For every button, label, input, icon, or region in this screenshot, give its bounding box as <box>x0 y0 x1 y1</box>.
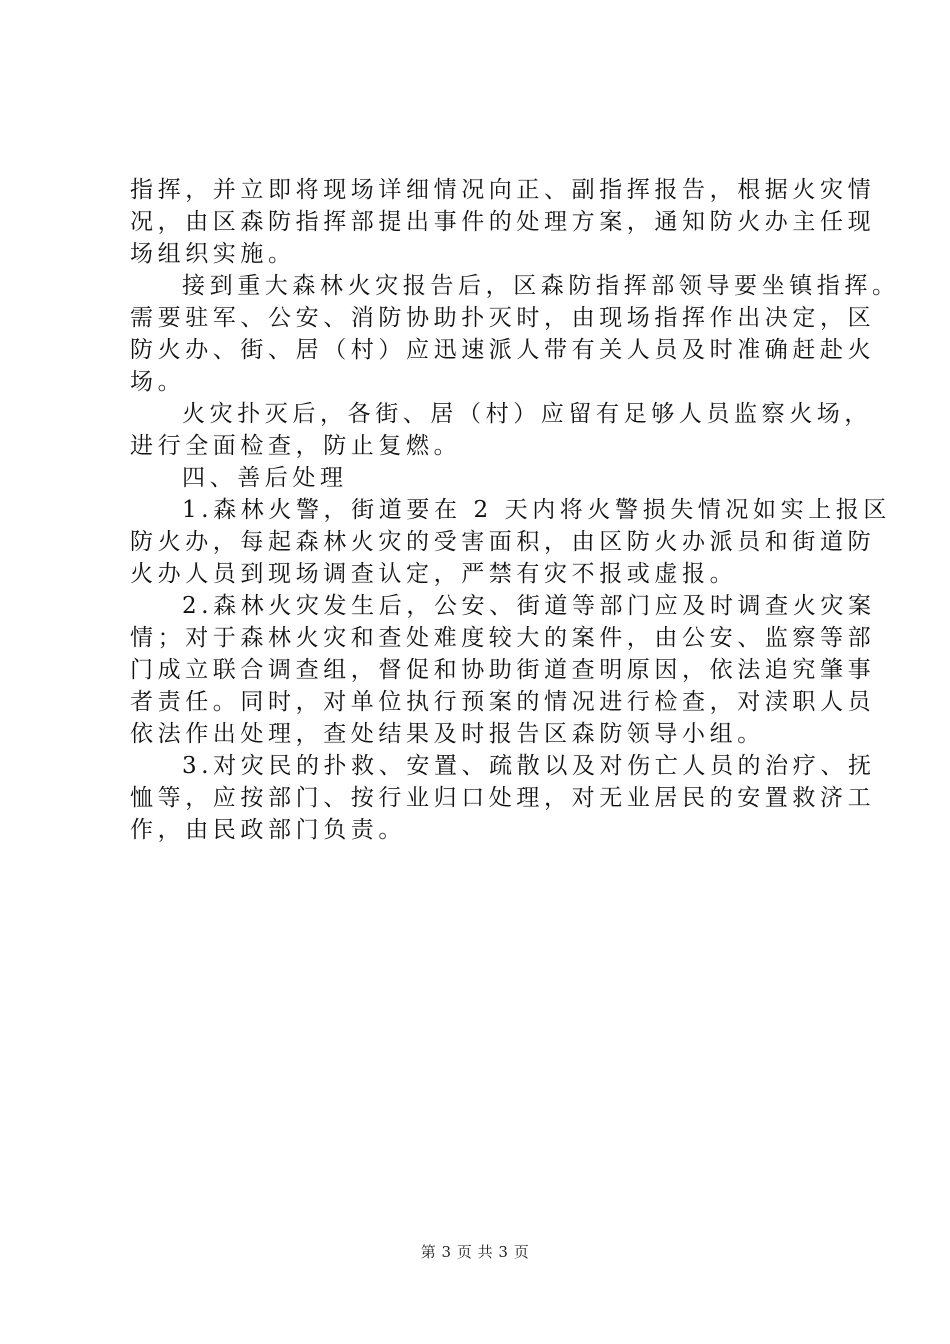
text-line: 依法作出处理，查处结果及时报告区森防领导小组。 <box>130 721 765 747</box>
text-line: 指挥，并立即将现场详细情况向正、副指挥报告，根据火灾情 <box>130 177 876 203</box>
text-line: 门成立联合调查组，督促和协助街道查明原因，依法追究肇事 <box>130 657 876 683</box>
text-line: 1.森林火警，街道要在 2 天内将火警损失情况如实上报区 <box>182 497 891 523</box>
section-heading: 四、善后处理 <box>182 465 348 491</box>
text-line: 进行全面检查，防止复燃。 <box>130 433 462 459</box>
text-line: 火灾扑灭后，各街、居（村）应留有足够人员监察火场， <box>182 401 872 427</box>
text-line: 接到重大森林火灾报告后，区森防指挥部领导要坐镇指挥。 <box>182 273 900 299</box>
text-line: 防火办、街、居（村）应迅速派人带有关人员及时准确赶赴火 <box>130 337 876 363</box>
page-number: 第 3 页 共 3 页 <box>420 1243 530 1261</box>
text-line: 情；对于森林火灾和查处难度较大的案件，由公安、监察等部 <box>130 625 876 651</box>
text-line: 者责任。同时，对单位执行预案的情况进行检查，对渎职人员 <box>130 689 876 715</box>
text-line: 需要驻军、公安、消防协助扑灭时，由现场指挥作出决定，区 <box>130 305 876 331</box>
text-line: 作，由民政部门负责。 <box>130 817 406 843</box>
text-line: 3.对灾民的扑救、安置、疏散以及对伤亡人员的治疗、抚 <box>182 753 876 779</box>
text-line: 场。 <box>130 369 186 395</box>
text-line: 况，由区森防指挥部提出事件的处理方案，通知防火办主任现 <box>130 209 876 235</box>
text-line: 火办人员到现场调查认定，严禁有灾不报或虚报。 <box>130 561 738 587</box>
text-line: 防火办，每起森林火灾的受害面积，由区防火办派员和街道防 <box>130 529 876 555</box>
text-line: 2.森林火灾发生后，公安、街道等部门应及时调查火灾案 <box>182 593 876 619</box>
text-line: 恤等，应按部门、按行业归口处理，对无业居民的安置救济工 <box>130 785 876 811</box>
page-footer <box>0 1242 950 1262</box>
text-line: 场组织实施。 <box>130 241 296 267</box>
